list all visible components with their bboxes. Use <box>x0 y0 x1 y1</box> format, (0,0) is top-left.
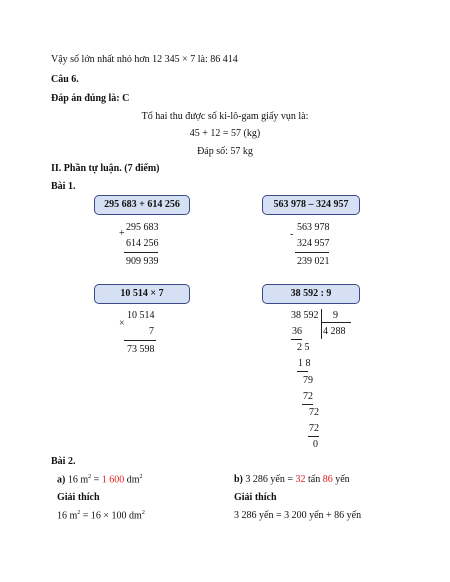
multiplication-operand-2: 7 <box>149 326 154 337</box>
division-remainder: 0 <box>313 439 318 450</box>
bai-2b-explanation: 3 286 yến = 3 200 yến + 86 yến <box>234 510 362 521</box>
bai-2a-unit: dm <box>124 474 140 486</box>
bai-1-heading: Bài 1. <box>51 181 76 192</box>
division-quotient-line <box>321 322 351 323</box>
division-step: 36 <box>292 326 302 337</box>
division-quotient: 4 288 <box>323 326 346 337</box>
bai-2-heading: Bài 2. <box>51 456 76 467</box>
addition-operand-1: 295 683 <box>126 222 159 233</box>
subtraction-operand-1: 563 978 <box>297 222 330 233</box>
multiplication-label-box: 10 514 × 7 <box>94 284 190 304</box>
subtraction-sign: - <box>290 229 294 240</box>
addition-sign: + <box>119 228 125 239</box>
bai-2a-equals: = <box>91 474 102 486</box>
subtraction-result-line <box>295 252 329 253</box>
bai-2a-explanation <box>57 510 145 521</box>
bai-2b-lhs: 3 286 yến = <box>245 474 296 485</box>
multiplication-sign: × <box>119 318 125 329</box>
bai-2b-value-1: 32 <box>295 474 306 485</box>
question-6-line2: 45 + 12 = 57 (kg) <box>189 128 261 139</box>
division-label-box: 38 592 : 9 <box>262 284 360 304</box>
division-step: 2 5 <box>297 342 310 353</box>
division-dividend: 38 592 <box>291 310 319 321</box>
multiplication-operand-1: 10 514 <box>127 310 155 321</box>
bai-2a-explain-sup2: 2 <box>141 510 145 516</box>
bai-2b-prefix: b) <box>234 474 243 485</box>
bai-2a-explain-rhs: = 16 × 100 dm <box>80 510 142 522</box>
question-6-heading: Câu 6. <box>51 74 79 85</box>
bai-2a-lhs-sup: 2 <box>88 474 92 480</box>
division-step: 72 <box>309 407 319 418</box>
subtraction-operand-2: 324 957 <box>297 238 330 249</box>
question-6-line3: Đáp số: 57 kg <box>197 146 253 157</box>
addition-label-box: 295 683 + 614 256 <box>94 195 190 215</box>
bai-2a-explain-label: Giải thích <box>57 492 100 503</box>
division-step: 72 <box>303 391 313 402</box>
part-2-heading: II. Phần tự luận. (7 điểm) <box>51 163 160 174</box>
division-divisor: 9 <box>333 310 338 321</box>
bai-2a-value: 1 600 <box>101 474 125 486</box>
subtraction-label-box: 563 978 – 324 957 <box>262 195 360 215</box>
addition-result: 909 939 <box>126 256 159 267</box>
bai-2a-unit-sup: 2 <box>139 474 143 480</box>
division-vertical-bar <box>321 309 322 339</box>
division-step-line <box>297 371 308 372</box>
division-step: 72 <box>309 423 319 434</box>
bai-2b-value-2: 86 <box>322 474 333 485</box>
division-step-line <box>302 404 313 405</box>
division-step-line <box>308 436 319 437</box>
bai-2b-explain-label: Giải thích <box>234 492 277 503</box>
division-step: 1 8 <box>298 358 311 369</box>
bai-2b-statement <box>234 474 350 485</box>
bai-2b-tail: yến <box>332 474 350 485</box>
bai-2b-mid: tấn <box>305 474 323 485</box>
addition-operand-2: 614 256 <box>126 238 159 249</box>
question-6-line1: Tổ hai thu được số ki-lô-gam giấy vụn là: <box>141 111 309 122</box>
bai-2a-prefix: a) <box>57 474 66 486</box>
multiplication-result: 73 598 <box>127 344 155 355</box>
addition-result-line <box>124 252 158 253</box>
bai-2a-explain-lhs: 16 m <box>57 510 78 522</box>
intro-line: Vậy số lớn nhất nhỏ hơn 12 345 × 7 là: 86 414 <box>51 54 238 65</box>
division-step: 79 <box>303 375 313 386</box>
bai-2a-lhs: 16 m <box>67 474 89 486</box>
multiplication-result-line <box>124 340 156 341</box>
subtraction-result: 239 021 <box>297 256 330 267</box>
question-6-answer: Đáp án đúng là: C <box>51 93 130 104</box>
bai-2a-explain-sup: 2 <box>77 510 81 516</box>
division-step-line <box>291 339 302 340</box>
bai-2a-statement <box>57 474 143 485</box>
